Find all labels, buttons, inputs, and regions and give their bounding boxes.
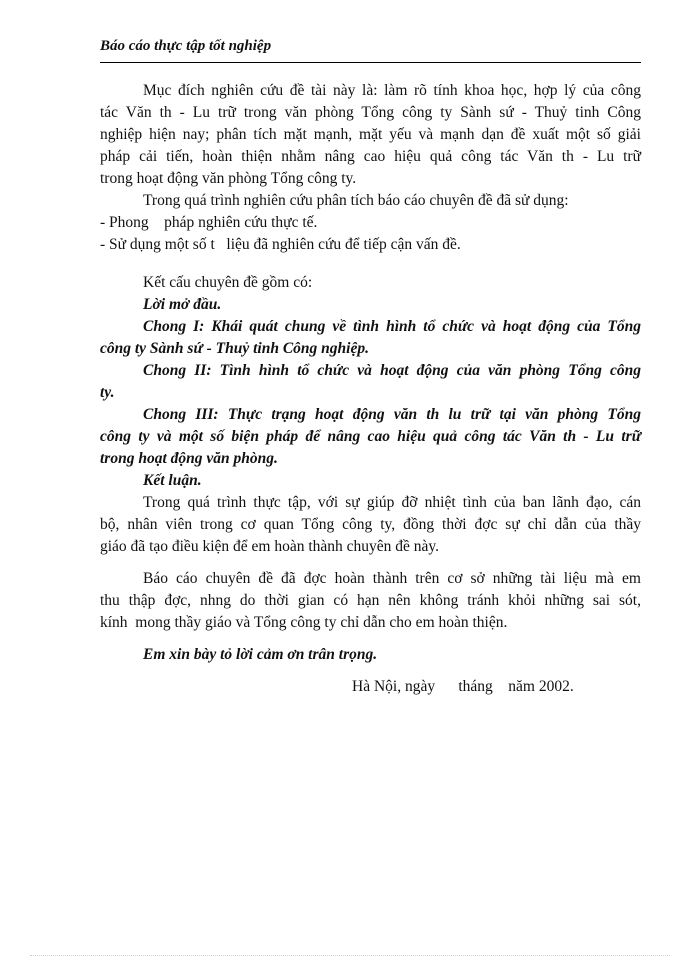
text-line: công ty Sành sứ - Thuỷ tinh Công nghiệp.: [100, 340, 369, 357]
footer-divider: [30, 955, 670, 956]
structure-item-conclusion: Kết luận.: [143, 472, 202, 489]
text-line: Chong II: Tình hình tổ chức và hoạt động của văn phòng Tổng công: [143, 362, 641, 379]
text-line: giáo đã tạo điều kiện để em hoàn thành chuyên đề này.: [100, 538, 440, 555]
structure-item-chapter-1: [100, 316, 641, 360]
text-line: nghiệp hiện nay; phân tích mặt mạnh, mặt yếu và mạnh dạn đề xuất một số giải: [100, 126, 641, 143]
structure-intro: Kết cấu chuyên đề gồm có:: [143, 274, 313, 291]
method-item: - Sử dụng một số t liệu đã nghiên cứu để tiếp cận vấn đề.: [100, 236, 461, 253]
text-line: tác Văn th - Lu trữ trong văn phòng Tổng công ty Sành sứ - Thuỷ tinh Công: [100, 104, 641, 121]
thanks-paragraph: [100, 492, 641, 558]
date-line: Hà Nội, ngày tháng năm 2002.: [352, 678, 574, 695]
page-header-title: Báo cáo thực tập tốt nghiệp: [100, 38, 272, 54]
text-line: Mục đích nghiên cứu đề tài này là: làm rõ tính khoa học, hợp lý của công: [143, 82, 641, 99]
text-line: Chong I: Khái quát chung về tình hình tổ chức và hoạt động của Tổng: [143, 318, 641, 335]
text-line: kính mong thầy giáo và Tổng công ty chỉ dẫn cho em hoàn thiện.: [100, 614, 508, 631]
structure-item-chapter-2: [100, 360, 641, 404]
text-line: Trong quá trình thực tập, với sự giúp đỡ nhiệt tình của ban lãnh đạo, cán: [143, 494, 641, 511]
completion-paragraph: [100, 568, 641, 634]
methods-intro: Trong quá trình nghiên cứu phân tích báo cáo chuyên đề đã sử dụng:: [143, 192, 569, 209]
text-line: pháp cải tiến, hoàn thiện nhằm nâng cao hiệu quả công tác Văn th - Lu trữ: [100, 148, 641, 165]
report-body: [100, 80, 641, 698]
purpose-paragraph: [100, 80, 641, 190]
text-line: trong hoạt động văn phòng Tổng công ty.: [100, 170, 357, 187]
structure-item-chapter-3: [100, 404, 641, 470]
structure-item-introduction: Lời mở đầu.: [143, 296, 222, 313]
gratitude-line: Em xin bày tỏ lời cảm ơn trân trọng.: [143, 646, 378, 663]
text-line: ty.: [100, 384, 115, 401]
header-divider: [100, 62, 641, 63]
text-line: trong hoạt động văn phòng.: [100, 450, 278, 467]
text-line: bộ, nhân viên trong cơ quan Tổng công ty, đồng thời đợc sự chỉ dẫn của thầy: [100, 516, 641, 533]
method-item: - Phong pháp nghiên cứu thực tế.: [100, 214, 318, 231]
text-line: Báo cáo chuyên đề đã đợc hoàn thành trên cơ sở những tài liệu mà em: [143, 570, 641, 587]
text-line: công ty và một số biện pháp để nâng cao hiệu quả công tác Văn th - Lu trữ: [100, 428, 641, 445]
text-line: Chong III: Thực trạng hoạt động văn th lu trữ tại văn phòng Tổng: [143, 406, 641, 423]
text-line: thu thập đợc, nhng do thời gian có hạn nên không tránh khỏi những sai sót,: [100, 592, 641, 609]
